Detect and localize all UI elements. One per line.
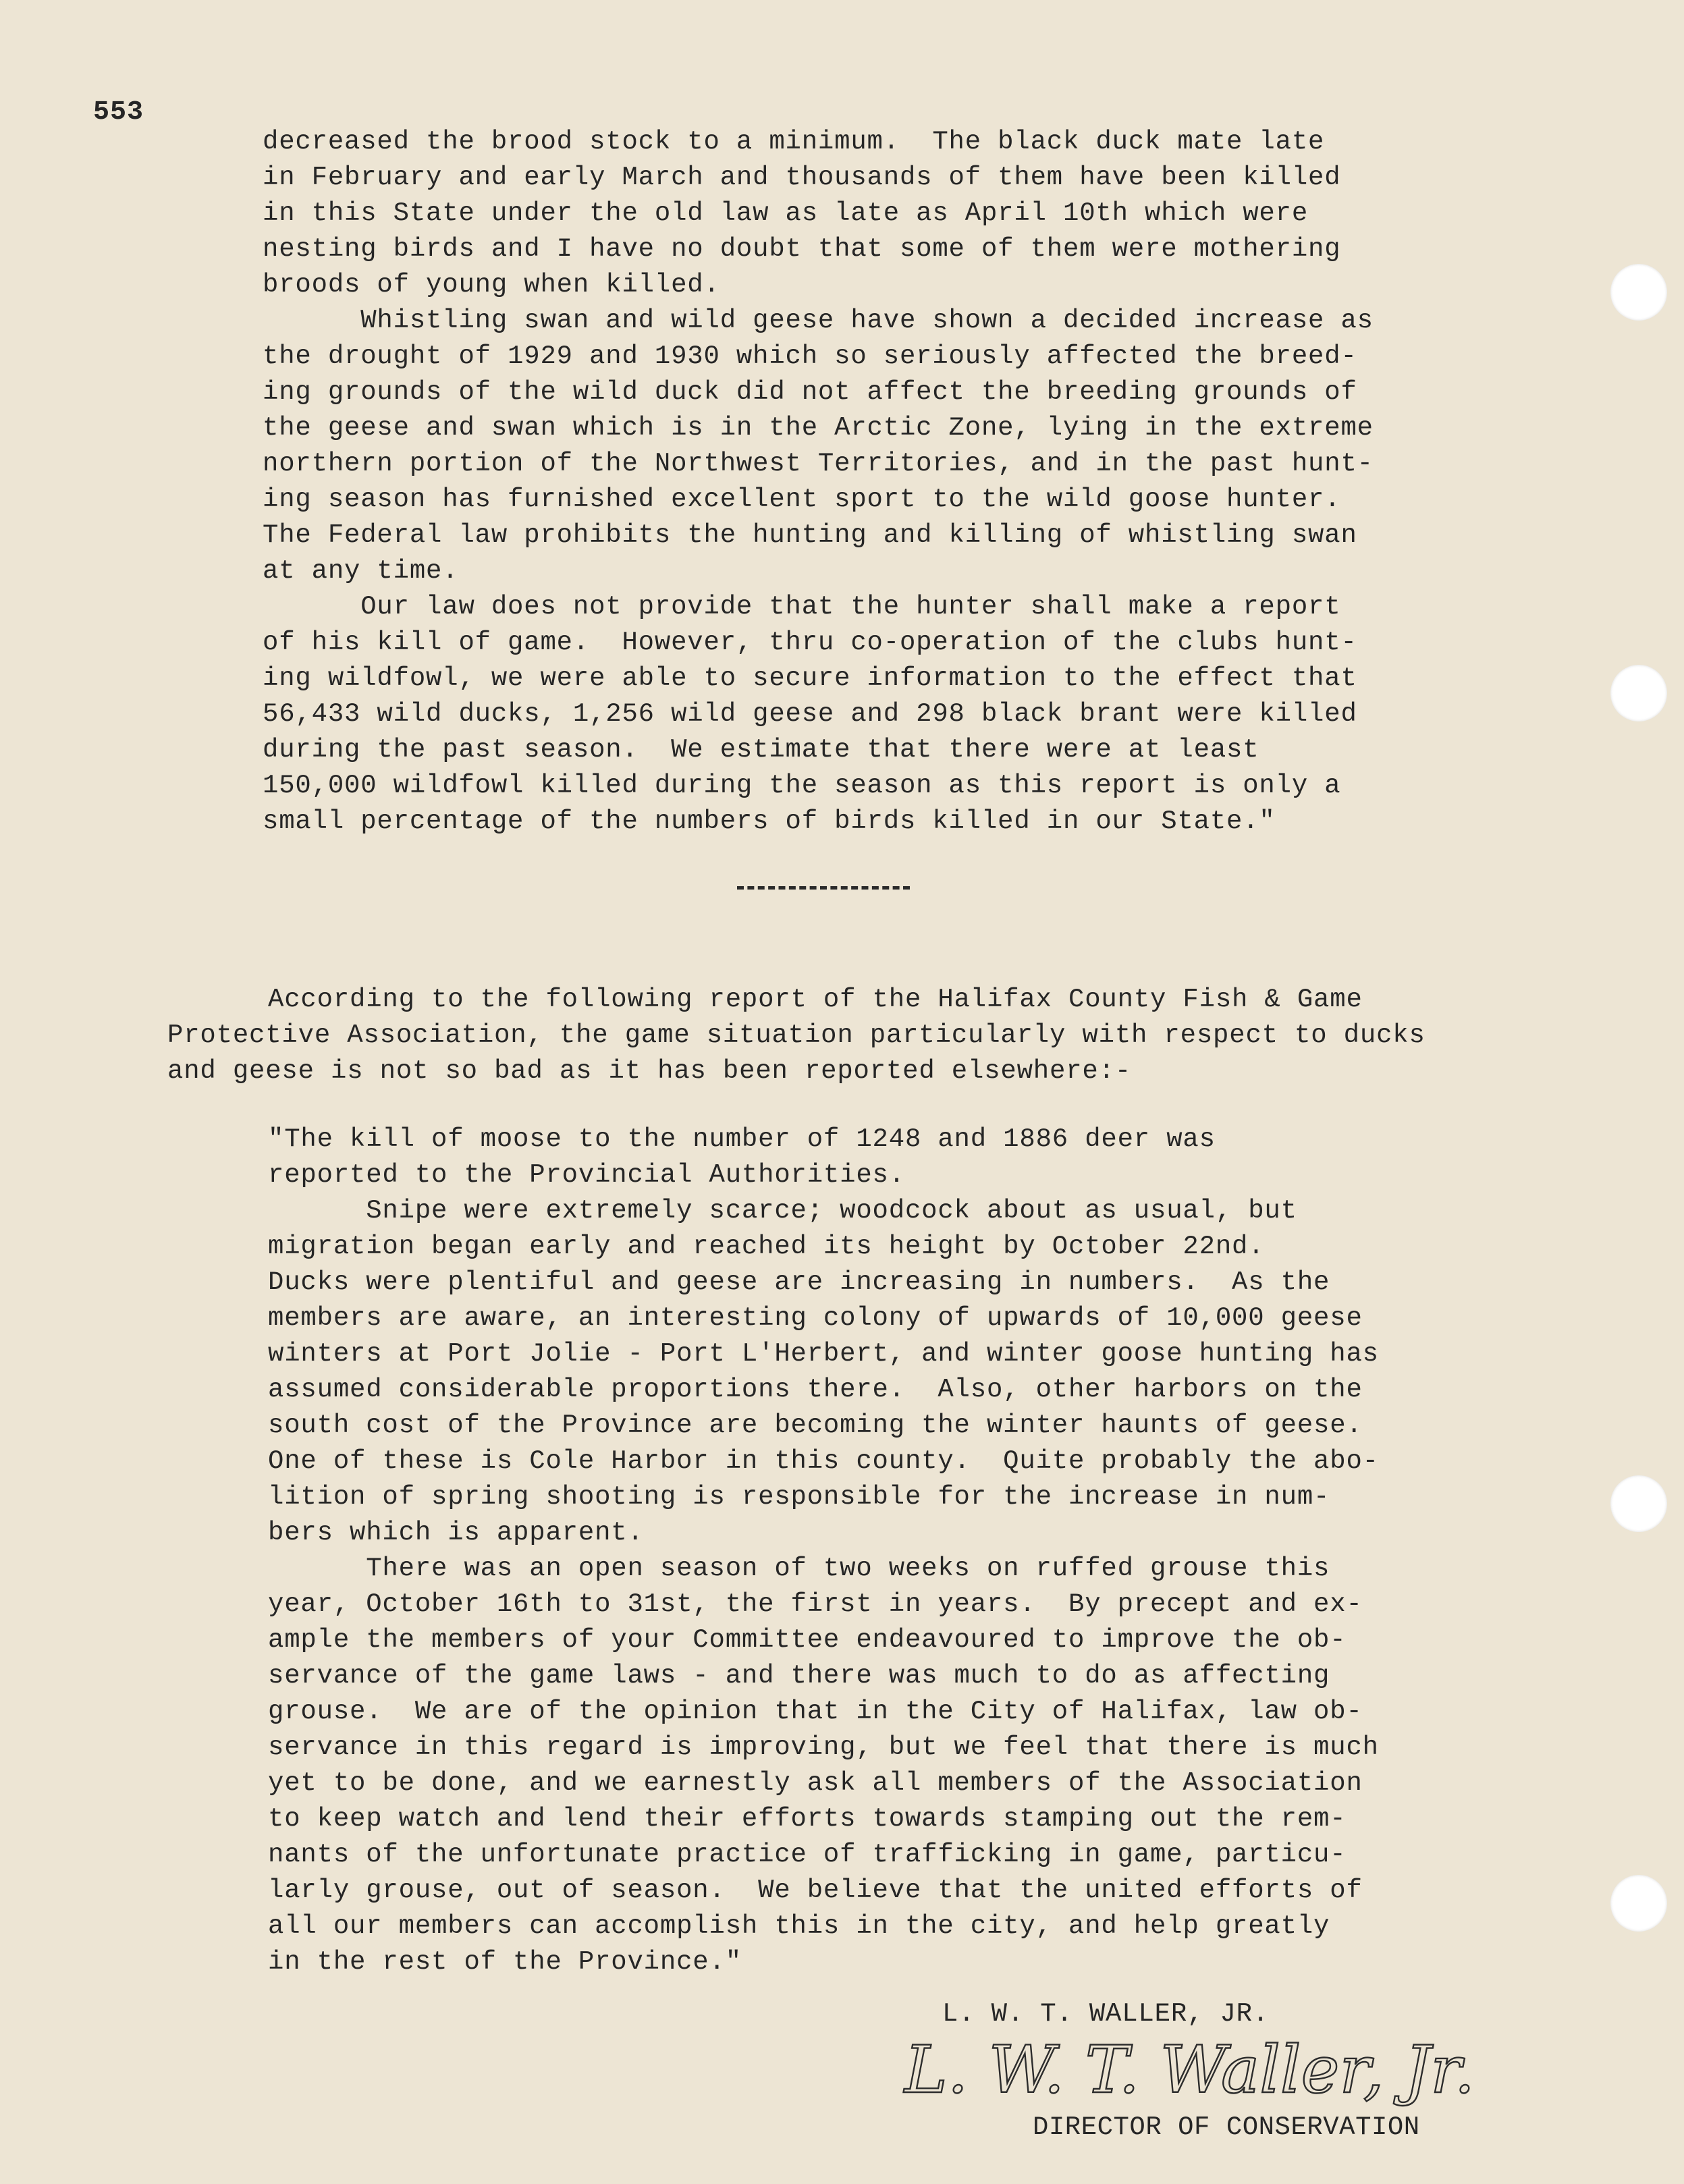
punch-hole (1610, 1475, 1667, 1532)
text-line: small percentage of the numbers of birds killed in our State." (263, 807, 1276, 836)
text-line: yet to be done, and we earnestly ask all members of the Association (268, 1768, 1363, 1798)
text-line: northern portion of the Northwest Territories, and in the past hunt- (263, 449, 1374, 479)
text-line: Protective Association, the game situation particularly with respect to ducks (167, 1020, 1425, 1050)
text-line: to keep watch and lend their efforts towards stamping out the rem- (268, 1804, 1347, 1834)
text-line: nants of the unfortunate practice of trafficking in game, particu- (268, 1840, 1347, 1869)
text-line: in the rest of the Province." (268, 1947, 742, 1977)
text-line: at any time. (263, 556, 459, 586)
section-divider (737, 886, 910, 890)
text-line: reported to the Provincial Authorities. (268, 1160, 905, 1190)
text-line: broods of young when killed. (263, 270, 720, 300)
text-line: lition of spring shooting is responsible for the increase in num- (268, 1482, 1330, 1512)
text-line: The Federal law prohibits the hunting and killing of whistling swan (263, 520, 1357, 550)
text-line: Whistling swan and wild geese have shown a decided increase as (263, 306, 1374, 335)
text-line: ample the members of your Committee endeavoured to improve the ob- (268, 1625, 1347, 1655)
text-line: ing season has furnished excellent sport to the wild goose hunter. (263, 485, 1341, 514)
text-line: grouse. We are of the opinion that in the City of Halifax, law ob- (268, 1697, 1363, 1726)
punch-hole (1610, 1875, 1667, 1932)
text-line: of his kill of game. However, thru co-operation of the clubs hunt- (263, 628, 1357, 657)
text-line: ing wildfowl, we were able to secure information to the effect that (263, 663, 1357, 693)
text-line: year, October 16th to 31st, the first in years. By precept and ex- (268, 1589, 1363, 1619)
text-line: One of these is Cole Harbor in this county. Quite probably the abo- (268, 1446, 1379, 1476)
text-line: south cost of the Province are becoming the winter haunts of geese. (268, 1411, 1363, 1440)
text-line: larly grouse, out of season. We believe that the united efforts of (268, 1876, 1363, 1905)
punch-hole (1610, 665, 1667, 721)
text-line: in this State under the old law as late as April 10th which were (263, 198, 1309, 228)
page-number: 553 (93, 97, 144, 128)
text-line: 56,433 wild ducks, 1,256 wild geese and 298 black brant were killed (263, 699, 1357, 729)
text-line: Snipe were extremely scarce; woodcock about as usual, but (268, 1196, 1297, 1226)
text-line: during the past season. We estimate that there were at least (263, 735, 1259, 765)
signatory-name: L. W. T. WALLER, JR. (942, 1999, 1270, 2029)
text-line: and geese is not so bad as it has been reported elsewhere:- (167, 1056, 1132, 1086)
text-line: all our members can accomplish this in the city, and help greatly (268, 1911, 1330, 1941)
text-line: nesting birds and I have no doubt that some of them were mothering (263, 234, 1341, 264)
text-line: decreased the brood stock to a minimum. The black duck mate late (263, 127, 1325, 157)
text-line: "The kill of moose to the number of 1248 and 1886 deer was (268, 1124, 1216, 1154)
text-line: ing grounds of the wild duck did not affect the breeding grounds of (263, 377, 1357, 407)
text-line: Our law does not provide that the hunter shall make a report (263, 592, 1341, 622)
text-line: servance in this regard is improving, but we feel that there is much (268, 1732, 1379, 1762)
signatory-title: DIRECTOR OF CONSERVATION (1033, 2112, 1420, 2142)
punch-hole (1610, 264, 1667, 321)
text-line: migration began early and reached its height by October 22nd. (268, 1232, 1265, 1261)
text-line: 150,000 wildfowl killed during the season as this report is only a (263, 771, 1341, 800)
text-line: According to the following report of the Halifax County Fish & Game (268, 985, 1363, 1014)
text-line: winters at Port Jolie - Port L'Herbert, and winter goose hunting has (268, 1339, 1379, 1369)
text-line: bers which is apparent. (268, 1518, 644, 1548)
text-line: Ducks were plentiful and geese are increasing in numbers. As the (268, 1267, 1330, 1297)
text-line: the drought of 1929 and 1930 which so seriously affected the breed- (263, 342, 1357, 371)
signature-script: L. W. T. Waller, Jr. (904, 2032, 1475, 2108)
text-line: assumed considerable proportions there. Also, other harbors on the (268, 1375, 1363, 1404)
text-line: the geese and swan which is in the Arctic Zone, lying in the extreme (263, 413, 1374, 443)
text-line: There was an open season of two weeks on ruffed grouse this (268, 1554, 1330, 1583)
text-line: members are aware, an interesting colony of upwards of 10,000 geese (268, 1303, 1363, 1333)
text-line: servance of the game laws - and there was much to do as affecting (268, 1661, 1330, 1691)
text-line: in February and early March and thousands of them have been killed (263, 163, 1341, 192)
